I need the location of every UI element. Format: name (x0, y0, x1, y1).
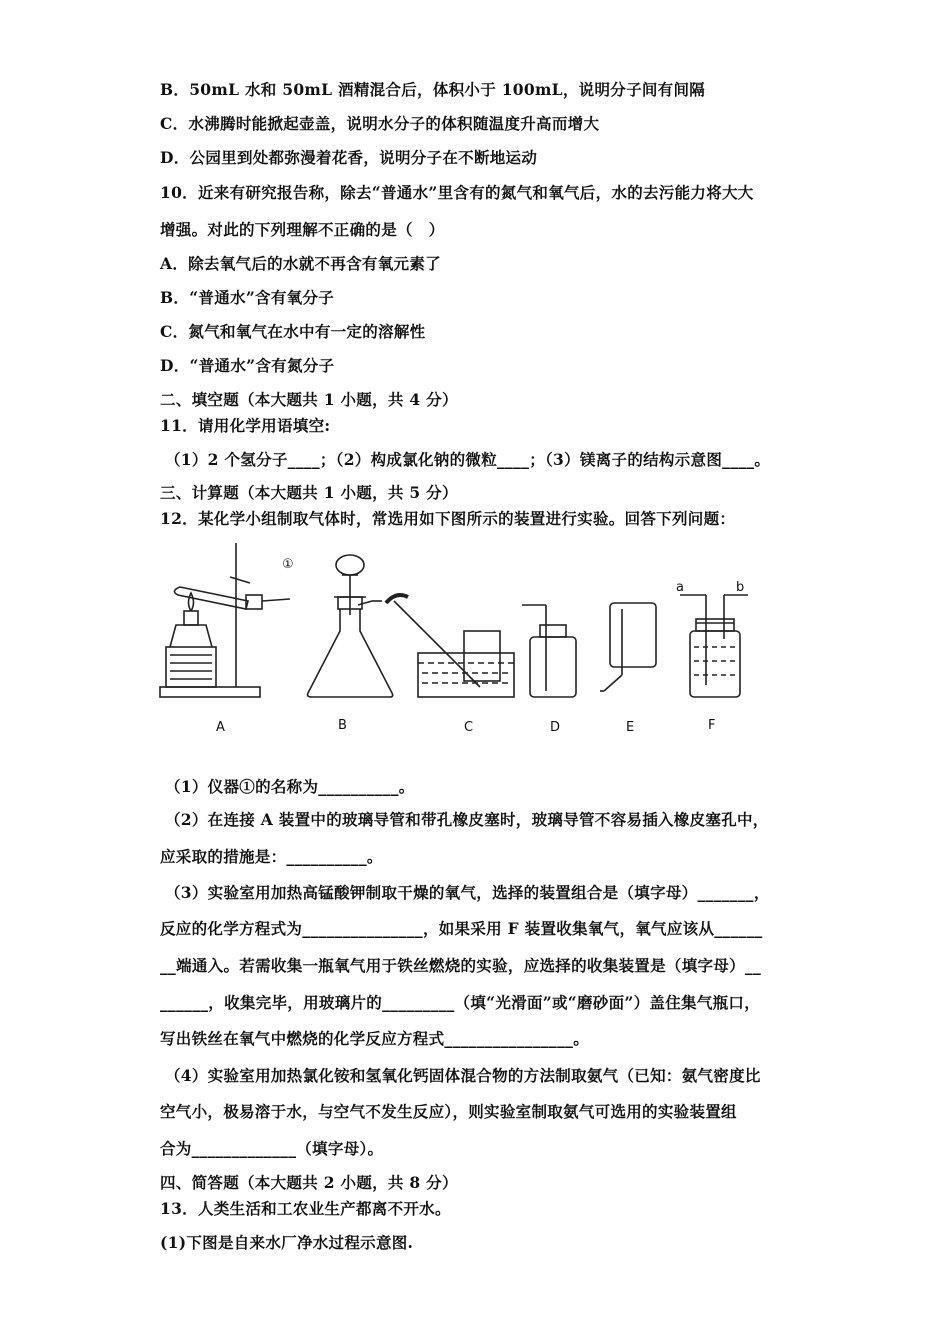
section-short-answer-heading: 四、简答题（本大题共 2 小题，共 8 分） (160, 1173, 458, 1192)
apparatus-a (160, 543, 290, 697)
question-12: 12．某化学小组制取气体时，常选用如下图所示的装置进行实验。回答下列问题： (160, 509, 736, 528)
question-10-line2: 增强。对此的下列理解不正确的是（ ） (160, 220, 445, 239)
section-fill-in-heading: 二、填空题（本大题共 1 小题，共 4 分） (160, 390, 458, 409)
q12-part3-line5: 写出铁丝在氧气中燃烧的化学反应方程式________________。 (160, 1029, 590, 1048)
question-13: 13．人类生活和工农业生产都离不开水。 (160, 1199, 451, 1218)
q12-part3-line1: （3）实验室用加热高锰酸钾制取干燥的氧气，选择的装置组合是（填字母）_______， (165, 883, 770, 902)
q12-part2-line1: （2）在连接 A 装置中的玻璃导管和带孔橡皮塞时，玻璃导管不容易插入橡皮塞孔中， (165, 810, 769, 829)
label-b: B (338, 718, 347, 733)
label-a: A (216, 720, 225, 735)
port-b: b (736, 580, 745, 595)
label-e: E (626, 720, 635, 735)
q12-part3-line3: __端通入。若需收集一瓶氧气用于铁丝燃烧的实验，应选择的收集装置是（填字母）__ (160, 956, 762, 975)
question-13-part1: (1)下图是自来水厂净水过程示意图. (160, 1233, 414, 1252)
apparatus-drawing (150, 535, 800, 745)
marker-1: ① (282, 557, 294, 572)
option-9b: B．50mL 水和 50mL 酒精混合后，体积小于 100mL，说明分子间有间隔 (160, 80, 706, 99)
q12-part3-line2: 反应的化学方程式为_______________，如果采用 F 装置收集氧气，氧气应该从______ (160, 919, 763, 938)
option-10d: D．“普通水”含有氮分子 (160, 356, 335, 375)
question-11: 11．请用化学用语填空: (160, 416, 331, 435)
option-10c: C．氮气和氧气在水中有一定的溶解性 (160, 322, 426, 341)
q12-part4-line3: 合为_____________（填字母）。 (160, 1139, 384, 1158)
option-10b: B．“普通水”含有氧分子 (160, 288, 335, 307)
q12-part2-line2: 应采取的措施是：__________。 (160, 847, 383, 866)
apparatus-e (600, 603, 656, 691)
q12-part1: （1）仪器①的名称为__________。 (165, 777, 415, 796)
apparatus-b (308, 555, 393, 697)
q12-part4-line1: （4）实验室用加热氯化铵和氢氧化钙固体混合物的方法制取氨气（已知：氨气密度比 (165, 1066, 761, 1085)
port-a: a (676, 580, 684, 595)
label-c: C (464, 720, 474, 735)
section-calculation-heading: 三、计算题（本大题共 1 小题，共 5 分） (160, 483, 458, 502)
question-10-line1: 10．近来有研究报告称，除去“普通水”里含有的氮气和氧气后，水的去污能力将大大 (160, 183, 754, 202)
option-10a: A．除去氧气后的水就不再含有氧元素了 (160, 254, 441, 273)
apparatus-figure (150, 535, 800, 745)
label-d: D (550, 720, 561, 735)
label-f: F (708, 718, 716, 733)
question-11-blanks: （1）2 个氢分子____；（2）构成氯化钠的微粒____；（3）镁离子的结构示意图____。 (165, 450, 771, 469)
option-9c: C．水沸腾时能掀起壶盖，说明水分子的体积随温度升高而增大 (160, 114, 600, 133)
apparatus-d (522, 605, 576, 697)
apparatus-f (680, 595, 748, 697)
option-9d: D．公园里到处都弥漫着花香，说明分子在不断地运动 (160, 148, 538, 167)
q12-part4-line2: 空气小，极易溶于水，与空气不发生反应），则实验室制取氨气可选用的实验装置组 (160, 1102, 737, 1121)
q12-part3-line4: ______，收集完毕，用玻璃片的_________（填“光滑面”或“磨砂面”）盖住集气瓶口， (160, 993, 761, 1012)
apparatus-c (386, 595, 514, 697)
